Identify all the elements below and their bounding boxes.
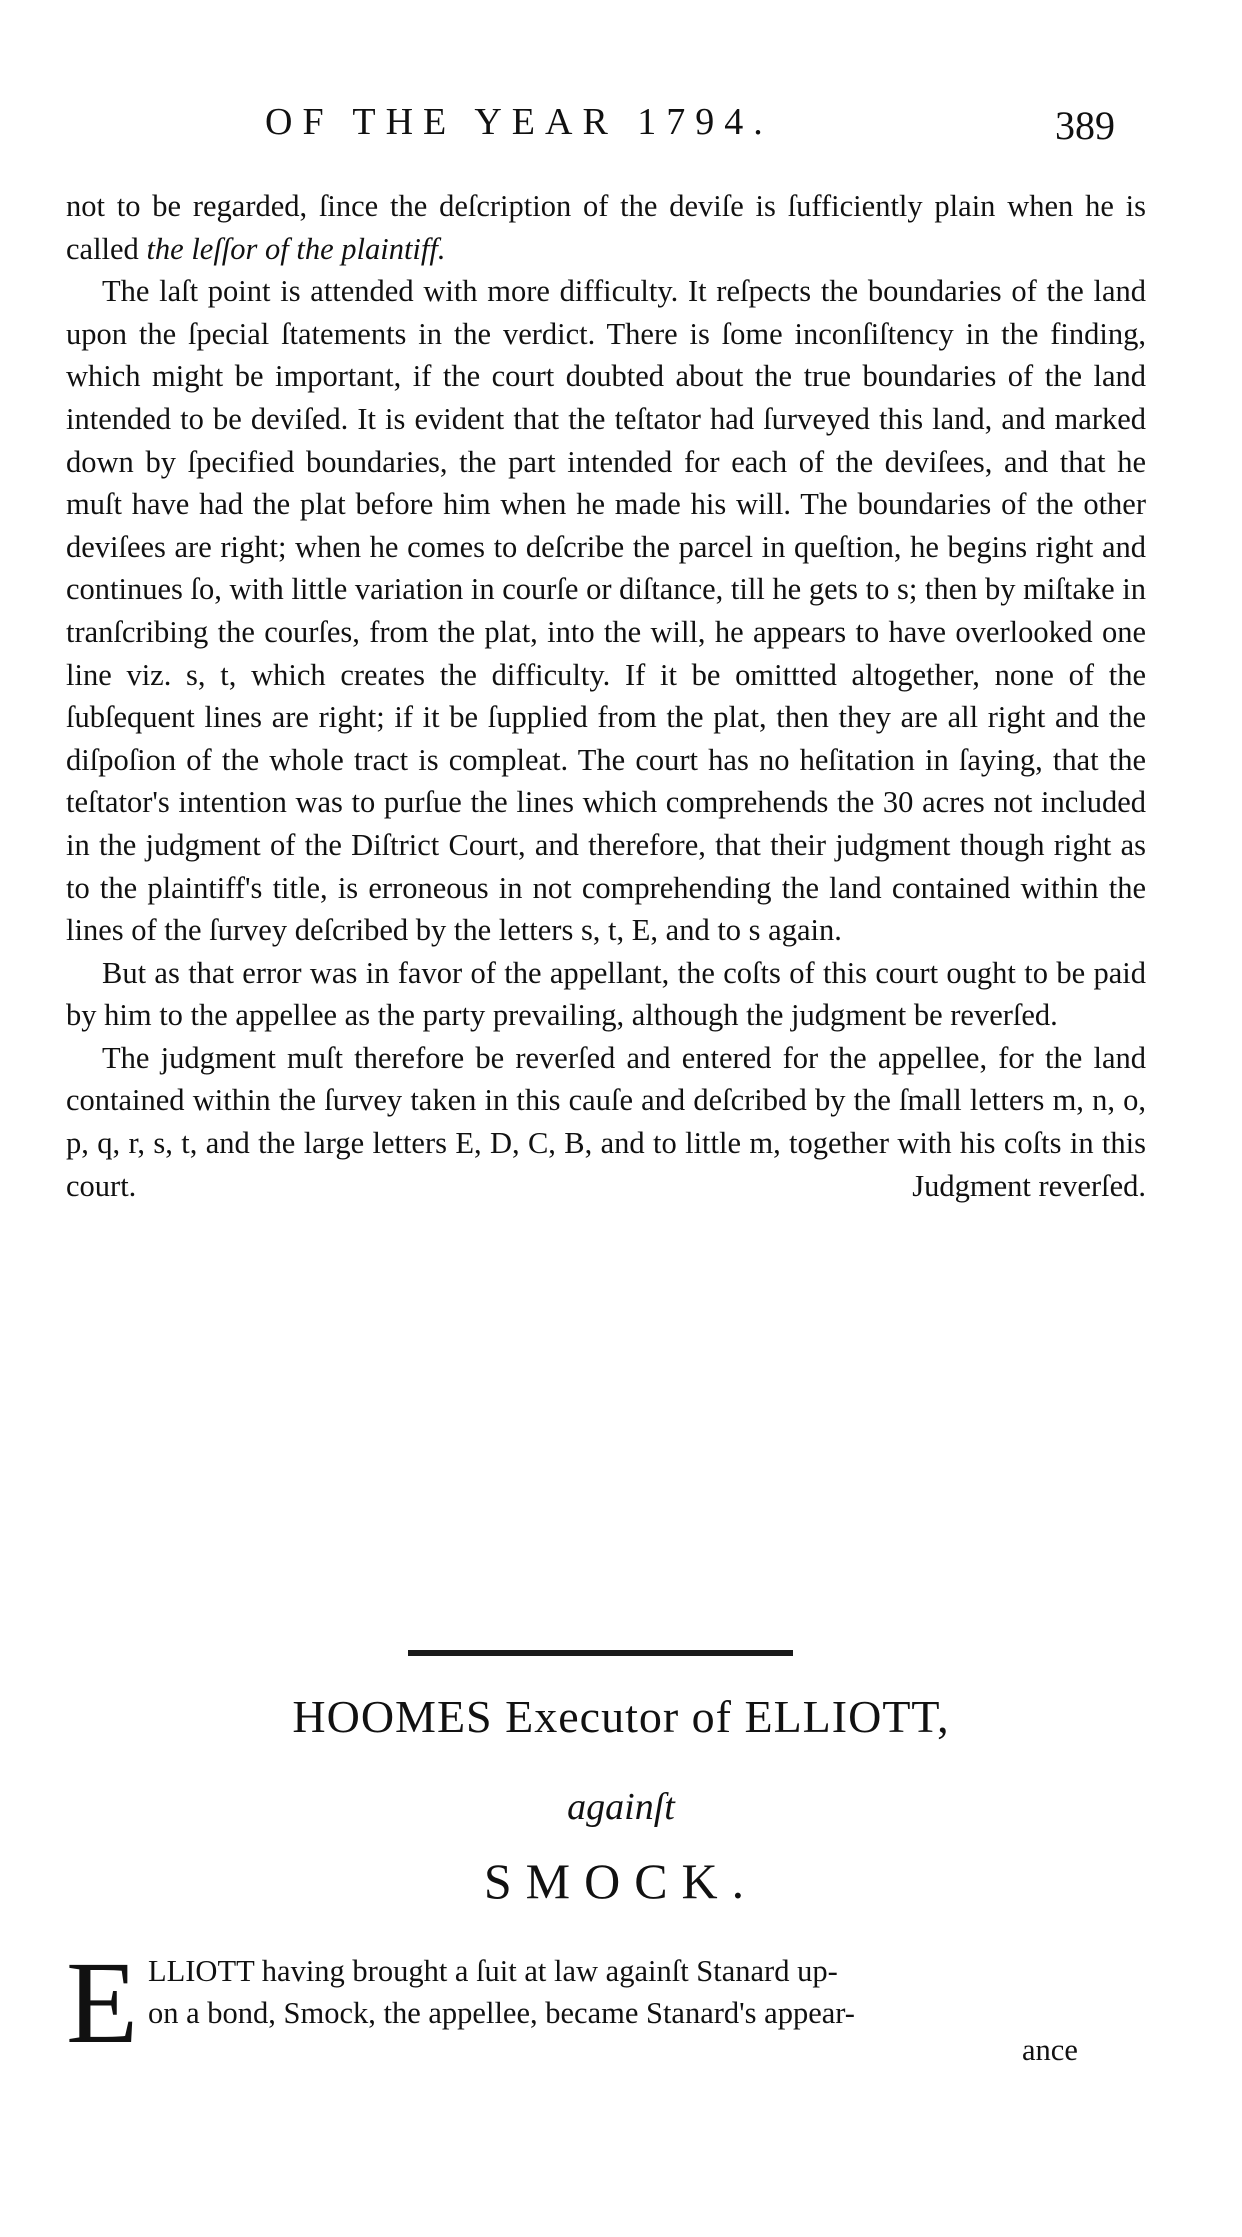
paragraph-judgment [66,1037,1146,1207]
paragraph-text: not to be regarded, ſince the deſcription of the deviſe is ſufficiently plain when he is called [66,189,1146,266]
body-text [66,185,1146,1207]
italic-phrase: the leſſor of the plaintiff. [146,231,446,266]
catchword: ance [1022,2033,1078,2067]
opening-line-2: on a bond, Smock, the appellee, became Stanard's appear- [148,1996,855,2030]
case-against: againſt [567,1786,675,1828]
paragraph-boundaries: The laſt point is attended with more difficulty. It reſpects the boundaries of the land upon the ſpecial ſtatements in the verdict. There is ſome inconſiſtency in the finding, which might be important, if the court doubted about the true boundaries of the land intended to be deviſed. It is evident that the teſtator had ſurveyed this land, and marked down by ſpecified boundaries, the part intended for each of the deviſees, and that he muſt have had the plat before him when he made his will. The boundaries of the other deviſees are right; when he comes to deſcribe the parcel in queſtion, he begins right and continues ſo, with little variation in courſe or diſtance, till he gets to s; then by miſtake in tranſcribing the courſes, from the plat, into the will, he appears to have overlooked one line viz. s, t, which creates the difficulty. If it be omittted altogether, none of the ſubſequent lines are right; if it be ſupplied from the plat, then they are all right and the diſpoſion of the whole tract is compleat. The court has no heſitation in ſaying, that the teſtator's intention was to purſue the lines which comprehends the 30 acres not included in the judgment of the Diſtrict Court, and therefore, that their judgment though right as to the plaintiff's title, is erroneous in not comprehending the land contained within the lines of the ſurvey deſcribed by the letters s, t, E, and to s again. [66,274,1146,948]
opening-paragraph [66,1937,1146,2070]
paragraph-costs: But as that error was in favor of the appellant, the coſts of this court ought to be paid by him to the appellee as the party prevailing, although the judgment be reverſed. [66,955,1146,1033]
verdict: Judgment reverſed. [912,1168,1146,1203]
drop-cap: E [66,1937,139,2068]
judgment-text: The judgment muſt therefore be reverſed and entered for the appellee, for the land contained within the ſurvey taken in this cauſe and deſcribed by the ſmall letters m, n, o, p, q, r, s, t, and the large letters E, D, C, B, and to little m, together with his coſts in this court. [66,1040,1146,1203]
opening-line-1: LLIOTT having brought a ſuit at law againſt Stanard up- [148,1954,838,1988]
page-number: 389 [1055,103,1115,148]
section-divider [408,1650,793,1656]
case-title: HOOMES Executor of ELLIOTT, [292,1691,950,1742]
running-title: OF THE YEAR 1794. [265,101,773,143]
case-defendant: SMOCK. [483,1853,759,1909]
running-head [0,100,1242,150]
paragraph-continuation [66,185,1146,270]
